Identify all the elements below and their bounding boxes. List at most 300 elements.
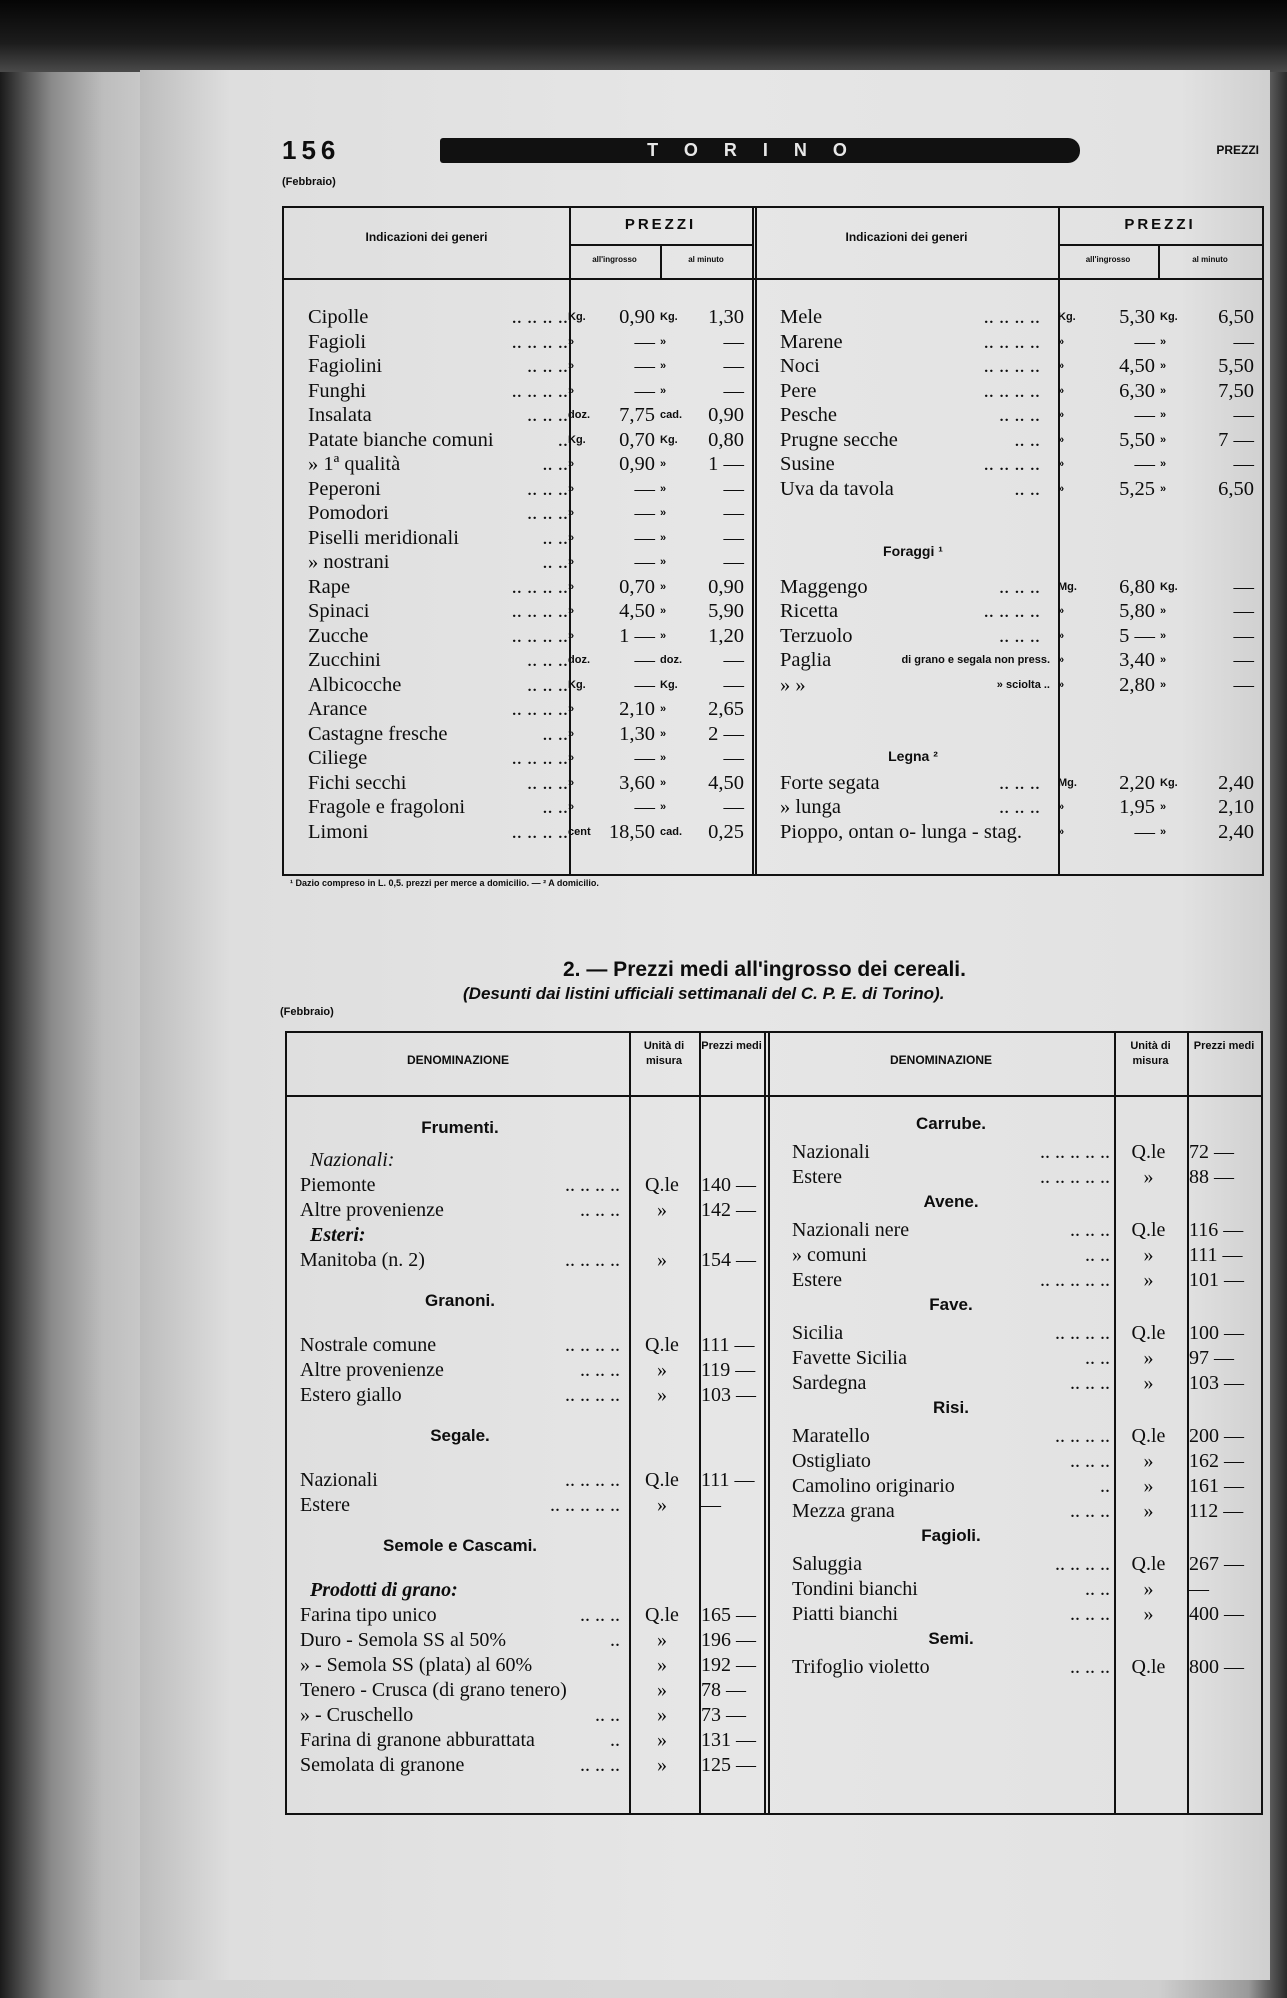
unit-of-measure: » bbox=[1143, 1372, 1154, 1394]
leader-dots: .. bbox=[557, 428, 568, 451]
leader-dots: .. .. .. bbox=[999, 575, 1040, 598]
unit-retail: Kg. bbox=[1160, 580, 1178, 593]
unit-retail: cad. bbox=[660, 825, 683, 838]
unit-of-measure: » bbox=[657, 1359, 667, 1381]
average-price: 116 — bbox=[1189, 1219, 1244, 1241]
price-retail: 0,80 bbox=[708, 428, 744, 451]
category-heading: Fagioli. bbox=[921, 1526, 981, 1545]
price-wholesale: 1,30 bbox=[619, 722, 655, 745]
product-name: Camolino originario bbox=[792, 1475, 955, 1497]
leader-dots: .. .. .. bbox=[999, 404, 1040, 426]
item-name: Zucche bbox=[308, 624, 369, 647]
unit-of-measure: » bbox=[1143, 1347, 1154, 1369]
item-note: » sciolta .. bbox=[996, 678, 1050, 691]
unit-of-measure: » bbox=[657, 1199, 667, 1221]
price-retail: 2 — bbox=[708, 722, 744, 745]
price-retail: — bbox=[723, 355, 744, 377]
unit-wholesale: Kg. bbox=[568, 433, 586, 446]
item-name: Terzuolo bbox=[780, 624, 853, 647]
leader-dots: .. .. bbox=[1014, 477, 1040, 500]
price-wholesale: — bbox=[634, 526, 655, 549]
price-retail: — bbox=[723, 649, 744, 671]
average-price: 73 — bbox=[701, 1704, 746, 1726]
item-name: Cipolle bbox=[308, 306, 369, 328]
unit-wholesale: Mg. bbox=[1058, 776, 1077, 789]
product-name: Sicilia bbox=[792, 1322, 844, 1344]
product-name: Nazionali nere bbox=[792, 1219, 910, 1241]
price-wholesale: 1 — bbox=[619, 624, 655, 647]
price-retail: — bbox=[723, 526, 744, 549]
average-price: 111 — bbox=[701, 1469, 755, 1491]
unit-retail: doz. bbox=[660, 654, 682, 666]
leader-dots: .. .. .. .. bbox=[1055, 1425, 1110, 1447]
month-label: (Febbraio) bbox=[280, 1006, 334, 1018]
leader-dots: .. .. .. bbox=[999, 771, 1040, 794]
product-name: Saluggia bbox=[792, 1553, 862, 1575]
product-name: Favette Sicilia bbox=[792, 1347, 907, 1369]
leader-dots: .. .. .. bbox=[999, 796, 1040, 818]
unit-retail: cad. bbox=[660, 409, 683, 421]
unit-retail: » bbox=[1160, 825, 1167, 838]
unit-of-measure: » bbox=[1143, 1500, 1154, 1522]
unit-retail: » bbox=[660, 458, 667, 470]
footnote: ¹ Dazio compreso in L. 0,5. prezzi per merce a domicilio. — ² A domicilio. bbox=[290, 878, 599, 888]
item-name: Fichi secchi bbox=[308, 771, 407, 794]
item-name: Albicocche bbox=[308, 673, 402, 696]
price-wholesale: 2,10 bbox=[619, 698, 655, 720]
product-name: » comuni bbox=[792, 1244, 867, 1266]
item-note: di grano e segala non press. bbox=[901, 654, 1050, 666]
unit-wholesale: cent bbox=[568, 825, 591, 838]
leader-dots: .. .. .. bbox=[527, 355, 568, 377]
unit-of-measure: » bbox=[657, 1729, 667, 1751]
unit-retail: » bbox=[1160, 654, 1167, 666]
price-retail: — bbox=[723, 673, 744, 696]
unit-retail: » bbox=[1160, 482, 1167, 495]
price-retail: 1,20 bbox=[708, 624, 744, 647]
leader-dots: .. .. .. .. bbox=[565, 1249, 620, 1271]
category-heading: Fave. bbox=[929, 1295, 973, 1314]
unit-retail: » bbox=[1160, 605, 1167, 617]
average-price: 400 — bbox=[1189, 1603, 1244, 1625]
average-price: 267 — bbox=[1189, 1553, 1244, 1575]
header-retail: al minuto bbox=[1192, 255, 1228, 264]
unit-of-measure: » bbox=[1143, 1450, 1154, 1472]
category-heading: Risi. bbox=[933, 1398, 969, 1417]
unit-retail: » bbox=[660, 335, 667, 348]
average-price: 101 — bbox=[1189, 1269, 1244, 1291]
average-price: 142 — bbox=[701, 1199, 756, 1221]
item-name: Limoni bbox=[308, 820, 369, 843]
leader-dots: .. .. .. bbox=[1070, 1500, 1110, 1522]
price-retail: 2,40 bbox=[1218, 771, 1254, 794]
unit-of-measure: » bbox=[657, 1754, 667, 1776]
leader-dots: .. .. .. .. bbox=[511, 575, 568, 598]
item-name: Uva da tavola bbox=[780, 477, 894, 500]
item-name: Forte segata bbox=[780, 771, 880, 794]
unit-wholesale: » bbox=[568, 605, 575, 617]
item-name: Fagioli bbox=[308, 330, 367, 353]
unit-wholesale: Mg. bbox=[1058, 580, 1077, 593]
unit-wholesale: » bbox=[568, 335, 575, 348]
unit-retail: » bbox=[660, 556, 667, 568]
unit-wholesale: » bbox=[1058, 654, 1065, 666]
leader-dots: .. .. .. .. bbox=[1055, 1553, 1110, 1575]
leader-dots: .. .. .. bbox=[527, 477, 568, 500]
price-retail: 2,10 bbox=[1218, 796, 1254, 818]
unit-wholesale: » bbox=[1058, 360, 1065, 372]
leader-dots: .. .. .. bbox=[1070, 1450, 1110, 1472]
item-name: Fragole e fragoloni bbox=[308, 796, 466, 818]
leader-dots: .. .. .. bbox=[527, 771, 568, 794]
header-wholesale: all'ingrosso bbox=[1085, 255, 1131, 264]
price-wholesale: 2,80 bbox=[1119, 673, 1155, 696]
price-retail: 7,50 bbox=[1218, 379, 1254, 402]
category-heading: Semole e Cascami. bbox=[382, 1536, 538, 1555]
header-price: Prezzi medi bbox=[1193, 1040, 1255, 1052]
unit-wholesale: » bbox=[1058, 629, 1065, 642]
price-wholesale: 4,50 bbox=[619, 600, 655, 622]
price-wholesale: — bbox=[634, 673, 655, 696]
item-name: Rape bbox=[308, 575, 351, 598]
price-wholesale: 3,40 bbox=[1119, 649, 1155, 671]
unit-of-measure: » bbox=[1143, 1269, 1154, 1291]
leader-dots: .. .. bbox=[542, 526, 568, 549]
price-retail: 6,50 bbox=[1218, 477, 1254, 500]
header-unit: Unità di misura bbox=[1130, 1040, 1171, 1067]
unit-retail: » bbox=[660, 482, 667, 495]
unit-of-measure: » bbox=[1143, 1166, 1154, 1188]
running-title: TORINO bbox=[647, 140, 873, 160]
leader-dots: .. .. .. .. bbox=[511, 820, 568, 843]
leader-dots: .. .. .. bbox=[527, 502, 568, 524]
item-name: Piselli meridionali bbox=[308, 526, 459, 549]
header-denominazione: DENOMINAZIONE bbox=[890, 1053, 992, 1067]
unit-retail: » bbox=[1160, 678, 1167, 691]
leader-dots: .. .. .. .. .. bbox=[1040, 1269, 1110, 1291]
header-denominazione: DENOMINAZIONE bbox=[407, 1053, 509, 1067]
average-price: 196 — bbox=[701, 1629, 756, 1651]
unit-retail: » bbox=[660, 531, 667, 544]
price-wholesale: — bbox=[634, 330, 655, 353]
price-wholesale: — bbox=[1134, 453, 1155, 475]
product-name: Farina di granone abburattata bbox=[300, 1729, 535, 1751]
product-name: » - Cruschello bbox=[300, 1704, 414, 1726]
item-name: Marene bbox=[780, 330, 843, 353]
unit-retail: » bbox=[660, 629, 667, 642]
leader-dots: .. .. bbox=[1085, 1578, 1110, 1600]
unit-wholesale: » bbox=[1058, 605, 1065, 617]
average-price: 78 — bbox=[701, 1679, 746, 1701]
unit-wholesale: » bbox=[568, 507, 575, 519]
price-retail: 2,65 bbox=[708, 698, 744, 720]
unit-of-measure: Q.le bbox=[1131, 1219, 1166, 1241]
running-title-bar bbox=[440, 138, 1080, 163]
unit-of-measure: » bbox=[1143, 1475, 1154, 1497]
product-name: Tenero - Crusca (di grano tenero) bbox=[300, 1679, 567, 1701]
item-name: » 1ª qualità bbox=[308, 453, 401, 475]
product-name: Farina tipo unico bbox=[300, 1604, 437, 1626]
leader-dots: .. .. bbox=[542, 796, 568, 818]
price-retail: 5,50 bbox=[1218, 355, 1254, 377]
unit-wholesale: » bbox=[568, 458, 575, 470]
price-wholesale: — bbox=[634, 379, 655, 402]
unit-wholesale: doz. bbox=[568, 409, 590, 421]
header-wholesale: all'ingrosso bbox=[592, 255, 637, 264]
unit-retail: » bbox=[1160, 384, 1167, 397]
price-wholesale: 5,30 bbox=[1119, 306, 1155, 328]
page-number: 156 bbox=[282, 135, 341, 165]
item-name: Pere bbox=[780, 379, 817, 402]
product-name: Mezza grana bbox=[792, 1500, 895, 1522]
price-wholesale: 6,80 bbox=[1119, 575, 1155, 598]
unit-retail: Kg. bbox=[660, 311, 678, 323]
unit-wholesale: Kg. bbox=[568, 311, 586, 323]
price-wholesale: 5 — bbox=[1119, 624, 1155, 647]
leader-dots: .. .. .. bbox=[580, 1604, 620, 1626]
unit-wholesale: » bbox=[1058, 482, 1065, 495]
price-wholesale: — bbox=[634, 796, 655, 818]
average-price: 200 — bbox=[1189, 1425, 1244, 1447]
unit-retail: Kg. bbox=[1160, 776, 1178, 789]
product-name: Estere bbox=[792, 1166, 842, 1188]
header-retail: al minuto bbox=[688, 255, 724, 264]
item-name: Paglia bbox=[780, 649, 832, 671]
unit-retail: » bbox=[660, 360, 667, 372]
unit-retail: » bbox=[660, 507, 667, 519]
price-retail: — bbox=[1233, 453, 1254, 475]
leader-dots: .. .. .. bbox=[527, 404, 568, 426]
unit-of-measure: » bbox=[657, 1384, 667, 1406]
price-wholesale: — bbox=[1134, 820, 1155, 843]
price-retail: — bbox=[723, 551, 744, 573]
item-name: Mele bbox=[780, 306, 823, 328]
price-retail: — bbox=[1233, 600, 1254, 622]
category-subheading: Esteri: bbox=[310, 1224, 366, 1246]
product-name: Trifoglio violetto bbox=[792, 1656, 930, 1678]
leader-dots: .. .. .. .. bbox=[511, 379, 568, 402]
item-name: Castagne fresche bbox=[308, 722, 448, 745]
leader-dots: .. .. .. bbox=[580, 1754, 620, 1776]
header-unit: Unità di misura bbox=[643, 1040, 685, 1067]
unit-of-measure: » bbox=[1143, 1603, 1154, 1625]
leader-dots: .. .. .. bbox=[527, 649, 568, 671]
leader-dots: .. .. .. .. .. bbox=[1040, 1141, 1110, 1163]
unit-wholesale: » bbox=[568, 360, 575, 372]
price-wholesale: — bbox=[634, 502, 655, 524]
item-name: Pomodori bbox=[308, 502, 389, 524]
average-price: 119 — bbox=[701, 1359, 756, 1381]
unit-of-measure: » bbox=[1143, 1578, 1154, 1600]
unit-wholesale: » bbox=[568, 482, 575, 495]
unit-wholesale: » bbox=[568, 531, 575, 544]
price-retail: — bbox=[1233, 330, 1254, 353]
price-wholesale: 3,60 bbox=[619, 771, 655, 794]
leader-dots: .. .. .. .. bbox=[511, 624, 568, 647]
unit-wholesale: doz. bbox=[568, 654, 590, 666]
leader-dots: .. .. .. .. bbox=[565, 1174, 620, 1196]
leader-dots: .. .. bbox=[1085, 1347, 1110, 1369]
item-name: Pioppo, ontan o- lunga - stag. bbox=[780, 820, 1022, 843]
unit-of-measure: » bbox=[657, 1679, 667, 1701]
average-price: 111 — bbox=[1189, 1244, 1243, 1266]
average-price: 100 — bbox=[1189, 1322, 1244, 1344]
leader-dots: .. .. .. .. bbox=[511, 600, 568, 622]
unit-retail: » bbox=[660, 703, 667, 715]
price-retail: 7 — bbox=[1218, 428, 1254, 451]
leader-dots: .. .. .. .. .. bbox=[1040, 1166, 1110, 1188]
product-name: Tondini bianchi bbox=[792, 1578, 918, 1600]
header-item: Indicazioni dei generi bbox=[365, 230, 488, 244]
unit-of-measure: Q.le bbox=[645, 1174, 679, 1196]
leader-dots: .. .. .. .. bbox=[565, 1469, 620, 1491]
price-wholesale: — bbox=[1134, 404, 1155, 426]
item-name: Fagiolini bbox=[308, 355, 383, 377]
leader-dots: .. .. bbox=[542, 722, 568, 745]
item-name: Funghi bbox=[308, 379, 367, 402]
average-price: 165 — bbox=[701, 1604, 756, 1626]
header-prices: PREZZI bbox=[1124, 216, 1196, 233]
average-price: 103 — bbox=[1189, 1372, 1244, 1394]
unit-of-measure: » bbox=[657, 1704, 667, 1726]
unit-of-measure: Q.le bbox=[1131, 1553, 1166, 1575]
leader-dots: .. .. bbox=[595, 1704, 620, 1726]
subsection-legna: Legna ² bbox=[888, 748, 938, 764]
leader-dots: .. .. .. bbox=[580, 1359, 620, 1381]
price-retail: — bbox=[723, 502, 744, 524]
leader-dots: .. .. .. bbox=[1070, 1656, 1110, 1678]
price-wholesale: 5,50 bbox=[1119, 428, 1155, 451]
leader-dots: .. .. .. .. bbox=[983, 306, 1040, 328]
price-retail: 1,30 bbox=[708, 306, 744, 328]
unit-retail: » bbox=[660, 752, 667, 764]
price-wholesale: 0,70 bbox=[619, 575, 655, 598]
price-retail: 0,90 bbox=[708, 404, 744, 426]
unit-wholesale: Kg. bbox=[568, 678, 586, 691]
section-label: PREZZI bbox=[1216, 143, 1259, 157]
price-retail: 0,90 bbox=[708, 575, 744, 598]
unit-wholesale: » bbox=[568, 776, 575, 789]
leader-dots: .. bbox=[610, 1629, 620, 1651]
item-name: Spinaci bbox=[308, 600, 370, 622]
price-retail: — bbox=[723, 379, 744, 402]
average-price: 125 — bbox=[701, 1754, 756, 1776]
unit-retail: » bbox=[1160, 360, 1167, 372]
product-name: Manitoba (n. 2) bbox=[300, 1249, 425, 1271]
item-name: Peperoni bbox=[308, 477, 381, 500]
unit-wholesale: » bbox=[1058, 458, 1065, 470]
unit-wholesale: » bbox=[568, 629, 575, 642]
unit-of-measure: » bbox=[657, 1654, 667, 1676]
unit-wholesale: Kg. bbox=[1058, 311, 1076, 323]
leader-dots: .. bbox=[1100, 1475, 1110, 1497]
leader-dots: .. .. .. bbox=[1070, 1603, 1110, 1625]
leader-dots: .. .. bbox=[1085, 1244, 1110, 1266]
product-name: Estero giallo bbox=[300, 1384, 402, 1406]
item-name: Prugne secche bbox=[780, 428, 898, 451]
unit-wholesale: » bbox=[1058, 335, 1065, 348]
average-price: 800 — bbox=[1189, 1656, 1244, 1678]
leader-dots: .. .. .. .. bbox=[565, 1334, 620, 1356]
price-retail: — bbox=[723, 477, 744, 500]
price-wholesale: — bbox=[634, 355, 655, 377]
header-item: Indicazioni dei generi bbox=[845, 230, 968, 244]
unit-of-measure: » bbox=[1143, 1244, 1154, 1266]
scan-top-shadow bbox=[0, 0, 1287, 72]
average-price: 162 — bbox=[1189, 1450, 1244, 1472]
unit-retail: Kg. bbox=[660, 678, 678, 691]
header-prices: PREZZI bbox=[624, 216, 697, 233]
price-retail: 0,25 bbox=[708, 820, 744, 843]
price-wholesale: 0,70 bbox=[619, 428, 655, 451]
unit-retail: » bbox=[660, 776, 667, 789]
product-name: Estere bbox=[792, 1269, 842, 1291]
category-heading: Semi. bbox=[928, 1629, 974, 1648]
unit-wholesale: » bbox=[1058, 409, 1065, 421]
price-retail: — bbox=[1233, 649, 1254, 671]
price-retail: 5,90 bbox=[708, 600, 744, 622]
unit-of-measure: Q.le bbox=[1131, 1141, 1166, 1163]
average-price: — bbox=[701, 1494, 721, 1516]
leader-dots: .. .. .. .. bbox=[1055, 1322, 1110, 1344]
product-name: Sardegna bbox=[792, 1372, 867, 1394]
unit-wholesale: » bbox=[1058, 825, 1065, 838]
leader-dots: .. .. .. bbox=[527, 673, 568, 696]
unit-retail: » bbox=[660, 801, 667, 813]
unit-of-measure: » bbox=[657, 1494, 667, 1516]
leader-dots: .. .. bbox=[542, 453, 568, 475]
price-retail: 4,50 bbox=[708, 771, 744, 794]
item-name: Insalata bbox=[308, 404, 372, 426]
unit-retail: » bbox=[1160, 433, 1167, 446]
section-subtitle: (Desunti dai listini ufficiali settimanali del C. P. E. di Torino). bbox=[463, 984, 945, 1003]
price-wholesale: — bbox=[634, 747, 655, 769]
month-label: (Febbraio) bbox=[282, 176, 336, 188]
unit-of-measure: Q.le bbox=[645, 1334, 679, 1356]
price-retail: 2,40 bbox=[1218, 820, 1254, 843]
leader-dots: .. .. .. .. bbox=[511, 330, 568, 353]
price-retail: — bbox=[1233, 624, 1254, 647]
price-wholesale: 0,90 bbox=[619, 453, 655, 475]
unit-wholesale: » bbox=[568, 703, 575, 715]
item-name: Susine bbox=[780, 453, 835, 475]
leader-dots: .. .. .. bbox=[999, 624, 1040, 647]
unit-of-measure: » bbox=[657, 1249, 667, 1271]
price-wholesale: 1,95 bbox=[1119, 796, 1155, 818]
average-price: 111 — bbox=[701, 1334, 755, 1356]
price-wholesale: 4,50 bbox=[1119, 355, 1155, 377]
unit-retail: » bbox=[660, 727, 667, 740]
unit-wholesale: » bbox=[568, 580, 575, 593]
product-name: Duro - Semola SS al 50% bbox=[300, 1629, 507, 1651]
item-name: Ricetta bbox=[780, 600, 839, 622]
unit-wholesale: » bbox=[1058, 384, 1065, 397]
product-name: Piatti bianchi bbox=[792, 1603, 899, 1625]
leader-dots: .. .. .. bbox=[1070, 1372, 1110, 1394]
item-name: Patate bianche comuni bbox=[308, 428, 494, 451]
unit-wholesale: » bbox=[1058, 678, 1065, 691]
price-wholesale: 6,30 bbox=[1119, 379, 1155, 402]
unit-retail: Kg. bbox=[1160, 311, 1178, 323]
price-retail: — bbox=[1233, 404, 1254, 426]
category-heading: Avene. bbox=[923, 1192, 979, 1211]
leader-dots: .. .. .. .. bbox=[511, 306, 568, 328]
price-retail: 1 — bbox=[708, 453, 744, 475]
price-retail: — bbox=[1233, 673, 1254, 696]
leader-dots: .. .. bbox=[542, 551, 568, 573]
average-price: 112 — bbox=[1189, 1500, 1244, 1522]
average-price: 88 — bbox=[1189, 1166, 1234, 1188]
